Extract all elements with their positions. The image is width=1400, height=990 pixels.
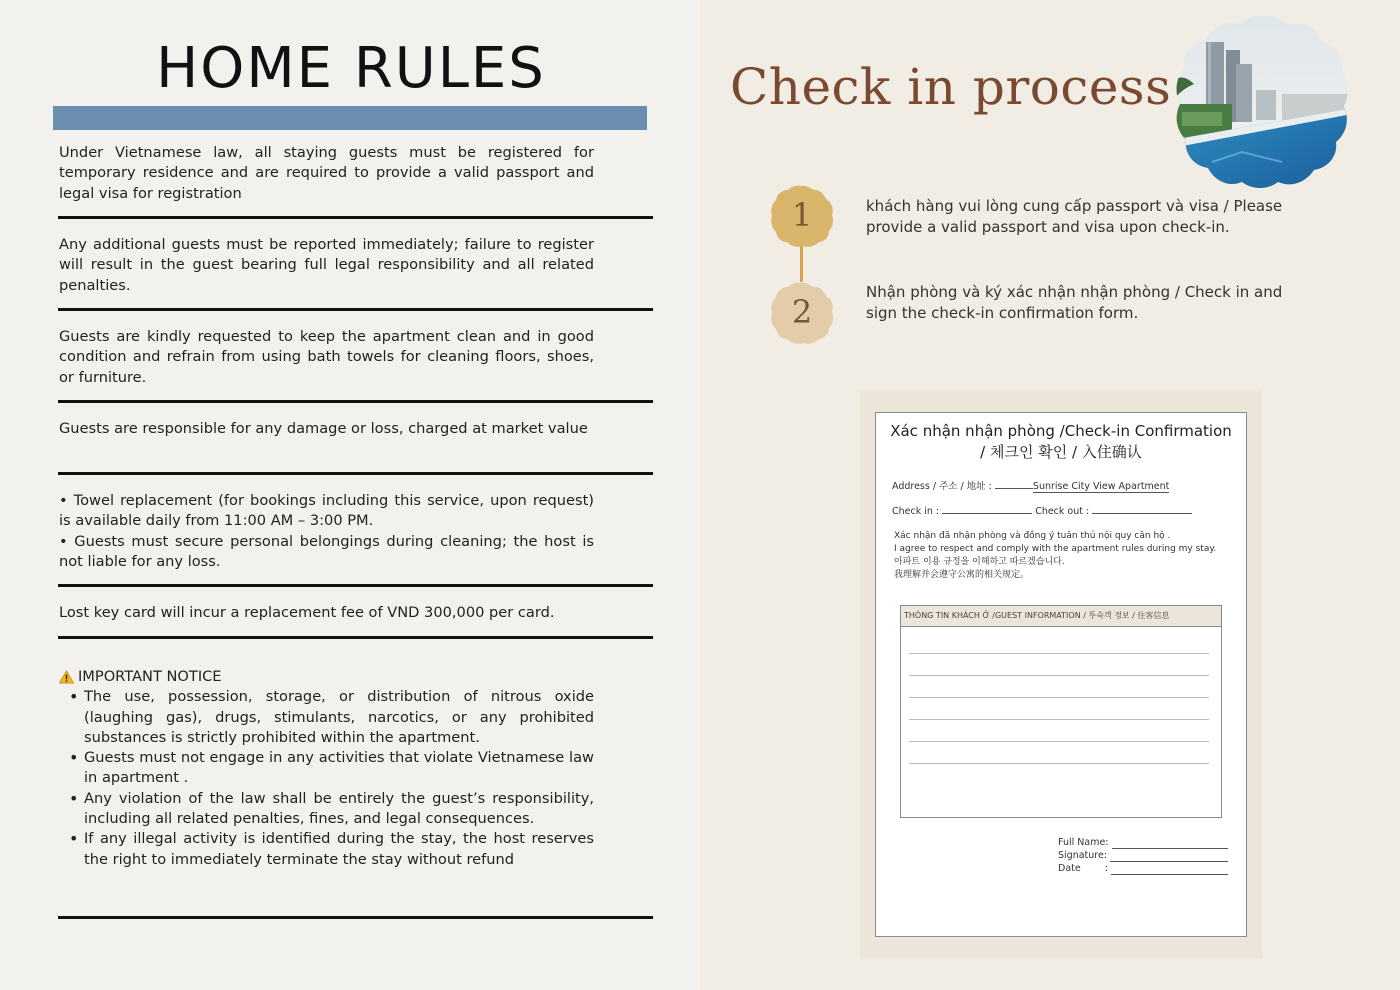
underline (995, 479, 1033, 489)
notice-item: • Guests must not engage in any activities that violate Vietnamese law in apartment . (69, 748, 594, 789)
form-title-line2: / 체크인 확인 / 入住确认 (980, 443, 1142, 461)
step-2-text: Nhận phòng và ký xác nhận nhận phòng / Check in and sign the check-in confirmation form. (866, 283, 1283, 322)
signature-line (1058, 849, 1228, 862)
guest-row-line[interactable] (909, 719, 1209, 720)
notice-heading (59, 667, 594, 687)
form-check-in-label: Check in : (892, 506, 940, 517)
rule-divider (58, 308, 653, 311)
step-1-text: khách hàng vui lòng cung cấp passport và visa / Please provide a valid passport and visa upon check-in. (866, 197, 1283, 236)
building-pool-photo (1172, 12, 1352, 190)
form-address-label: Address / 주소 / 地址 : (892, 481, 992, 492)
rule-towel-and-belongings (59, 491, 594, 572)
signature-field[interactable] (1110, 852, 1228, 862)
rule-registration: Under Vietnamese law, all staying guests must be registered for temporary residence and are required to provide a valid passport and legal visa for registration (59, 144, 594, 202)
home-rules-title: HOME RULES (156, 36, 546, 101)
rule-divider (58, 400, 653, 403)
guest-row-line[interactable] (909, 741, 1209, 742)
rule-divider (58, 636, 653, 639)
form-agreement (894, 530, 1234, 582)
guest-row-line[interactable] (909, 697, 1209, 698)
check-in-field[interactable] (942, 504, 1032, 514)
rule-divider (58, 216, 653, 219)
rule-belongings: • Guests must secure personal belongings during cleaning; the host is not liable for any loss. (59, 532, 594, 570)
signature-label: Signature: (1058, 850, 1108, 861)
signature-block (1058, 836, 1228, 875)
full-name-line (1058, 836, 1228, 849)
notice-heading-text: IMPORTANT NOTICE (78, 668, 222, 685)
rule-cleanliness: Guests are kindly requested to keep the apartment clean and in good condition and refrain from using bath towels for cleaning floors, shoes, or furniture. (59, 328, 594, 386)
guest-row-line[interactable] (909, 653, 1209, 654)
agreement-ko: 아파트 이용 규정을 이해하고 따르겠습니다. (894, 557, 1065, 567)
rule-lost-key: Lost key card will incur a replacement fee of VND 300,000 per card. (59, 604, 555, 621)
form-title-line1: Xác nhận nhận phòng /Check-in Confirmation (890, 422, 1232, 440)
step-2-number: 2 (791, 293, 813, 331)
warning-icon (59, 670, 74, 684)
guest-row-line[interactable] (909, 763, 1209, 764)
form-address-value: Sunrise City View Apartment (1032, 481, 1170, 492)
agreement-zh: 我理解并会遵守公寓的相关规定。 (894, 570, 1030, 580)
notice-list (59, 687, 594, 870)
rule-divider (58, 916, 653, 919)
guest-row-line[interactable] (909, 675, 1209, 676)
full-name-field[interactable] (1112, 839, 1229, 849)
step-1-number: 1 (791, 196, 813, 234)
date-line (1058, 862, 1228, 875)
agreement-vi: Xác nhận đã nhận phòng và đồng ý tuân thủ nội quy căn hộ . (894, 531, 1171, 541)
guest-information-table (900, 605, 1222, 818)
title-accent-bar (53, 106, 647, 130)
form-address-line (892, 479, 1169, 493)
date-label: Date : (1058, 863, 1109, 874)
rule-divider (58, 472, 653, 475)
agreement-en: I agree to respect and comply with the apartment rules during my stay. (894, 544, 1217, 554)
notice-item: • Any violation of the law shall be entirely the guest’s responsibility, including all related penalties, fines, and legal consequences. (69, 789, 594, 830)
notice-item: • The use, possession, storage, or distribution of nitrous oxide (laughing gas), drugs, stimulants, narcotics, or any prohibited substances is strictly prohibited within the apartment. (69, 687, 594, 748)
check-in-title: Check in process (730, 58, 1172, 116)
rule-damage: Guests are responsible for any damage or loss, charged at market value (59, 420, 588, 437)
step-connector (800, 246, 803, 282)
rule-additional-guests: Any additional guests must be reported immediately; failure to register will result in the guest bearing full legal responsibility and all related penalties. (59, 236, 594, 294)
check-out-field[interactable] (1092, 504, 1192, 514)
guest-information-header: THÔNG TIN KHÁCH Ở /GUEST INFORMATION / 투숙객 정보 / 住客信息 (901, 606, 1221, 627)
full-name-label: Full Name: (1058, 837, 1109, 848)
notice-item: • If any illegal activity is identified during the stay, the host reserves the right to immediately terminate the stay without refund (69, 829, 594, 870)
form-dates-line (892, 504, 1192, 518)
form-check-out-label: Check out : (1035, 506, 1090, 517)
rule-divider (58, 584, 653, 587)
rule-towel: • Towel replacement (for bookings including this service, upon request) is available daily from 11:00 AM – 3:00 PM. (59, 492, 594, 530)
form-title (875, 421, 1247, 463)
important-notice (59, 667, 594, 870)
date-field[interactable] (1111, 865, 1228, 875)
